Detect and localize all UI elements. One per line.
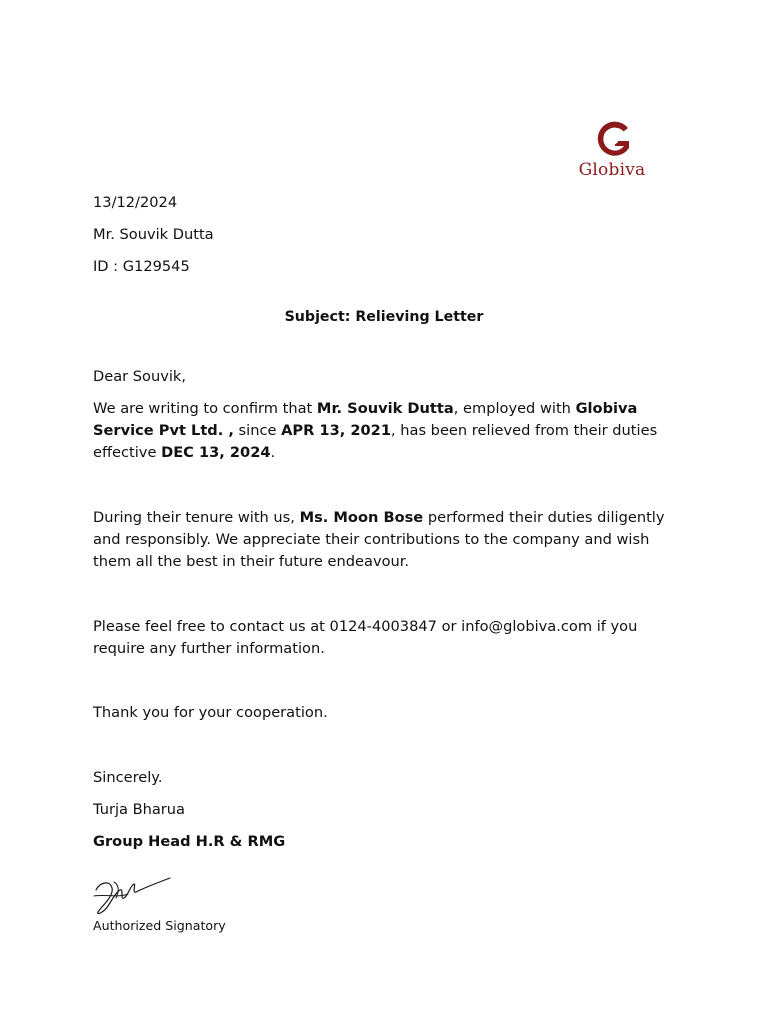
signer-title: Group Head H.R & RMG <box>93 833 286 850</box>
paragraph-line <box>93 398 673 420</box>
paragraph-line <box>93 442 673 464</box>
employee-name-alt: Ms. Moon Bose <box>299 509 424 526</box>
text-segment: performed their duties diligently <box>423 509 665 526</box>
salutation: Dear Souvik, <box>93 368 187 385</box>
globiva-g-logo-icon <box>574 118 650 162</box>
text-segment: During their tenure with us, <box>93 509 300 526</box>
text-segment: We are writing to confirm that <box>93 400 317 417</box>
paragraph-contact <box>93 616 673 660</box>
signer-name: Turja Bharua <box>93 801 185 818</box>
company-name-cont: Service Pvt Ltd. , <box>93 422 234 440</box>
closing-line: Sincerely. <box>93 769 163 786</box>
paragraph-tenure <box>93 507 673 574</box>
paragraph-confirmation <box>93 398 673 465</box>
recipient-name: Mr. Souvik Dutta <box>93 226 214 243</box>
thanks-line: Thank you for your cooperation. <box>93 704 328 721</box>
company-name: Globiva <box>575 400 638 417</box>
paragraph-line: and responsibly. We appreciate their contributions to the company and wish <box>93 531 650 549</box>
text-segment: effective <box>93 444 162 462</box>
authorized-signatory-label: Authorized Signatory <box>93 918 226 933</box>
handwritten-signature <box>90 872 172 918</box>
recipient-id: ID : G129545 <box>93 258 190 275</box>
text-segment: , has been relieved from their duties <box>390 422 658 440</box>
paragraph-line <box>93 507 673 529</box>
subject-line: Subject: Relieving Letter <box>284 309 484 325</box>
joining-date: APR 13, 2021 <box>281 422 391 440</box>
text-segment: . <box>270 444 276 462</box>
company-logo <box>574 118 654 184</box>
letter-date: 13/12/2024 <box>93 194 178 211</box>
text-segment: , employed with <box>453 400 576 417</box>
employee-name: Mr. Souvik Dutta <box>316 400 454 417</box>
paragraph-line: Please feel free to contact us at 0124-4003847 or info@globiva.com if you <box>93 618 638 635</box>
paragraph-line: them all the best in their future endeavour. <box>93 553 410 571</box>
paragraph-line <box>93 420 673 442</box>
text-segment: since <box>233 422 282 440</box>
relieving-date: DEC 13, 2024 <box>161 444 271 462</box>
paragraph-line: require any further information. <box>93 640 325 658</box>
logo-text: Globiva <box>578 160 646 180</box>
